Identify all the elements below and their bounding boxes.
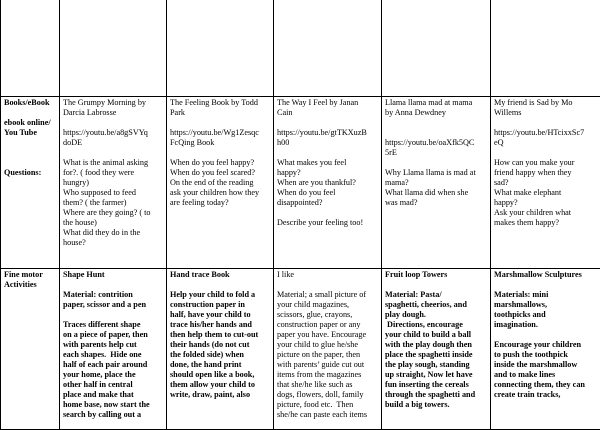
activity-cell [167, 269, 274, 430]
book-link[interactable]: https://youtu.be/a8gSVYq doDE [63, 128, 163, 148]
activity-cell [382, 269, 491, 430]
books-label: Books/eBook [4, 98, 56, 108]
activity-material: Materials: mini marshmallows, toothpicks and imagination. [494, 290, 597, 330]
fine-motor-label-cell [1, 269, 60, 430]
book-cell [382, 97, 491, 269]
activity-cell [60, 269, 167, 430]
book-questions: Why Llama llama is mad at mama? What llama did when she was mad? [385, 168, 487, 208]
book-link[interactable]: https://youtu.be/oaXfk5QC 5rE [385, 138, 487, 158]
header-cell [382, 0, 491, 97]
activity-title: Shape Hunt [63, 270, 163, 280]
header-cell [491, 0, 600, 97]
book-questions: What makes you feel happy? When are you thankful? When do you feel disappointed? Describe your feeling too! [277, 158, 378, 228]
header-cell [274, 0, 382, 97]
book-cell [274, 97, 382, 269]
book-cell [167, 97, 274, 269]
books-label-cell [1, 97, 60, 269]
header-cell [167, 0, 274, 97]
activity-body: Help your child to fold a construction paper in half, have your child to trace his/her hands and then help them to cut-out their hands (do not cut the folded side) when done, the hand print should open like a book, them allow your child to write, draw, paint, also [170, 290, 270, 400]
books-row [1, 97, 600, 269]
book-title: The Grumpy Morning by Darcia Labrosse [63, 98, 163, 118]
activity-body: Encourage your children to push the toothpick inside the marshmallow and to make lines connecting them, they can create train tracks, [494, 340, 597, 400]
activity-title: Fruit loop Towers [385, 270, 487, 280]
activity-body: Traces different shape on a piece of paper, then with parents help cut each shapes. Hide one half of each pair around your home, place the other half in central place and make that home base, now start the search by calling out a [63, 320, 163, 420]
book-link[interactable]: https://youtu.be/Wg1Zesqc FcQing Book [170, 128, 270, 148]
book-cell [491, 97, 600, 269]
fine-motor-label: Fine motor Activities [4, 270, 56, 290]
activity-body: Material; a small picture of your child magazines, scissors, glue, crayons, construction paper or any paper you have. Encourage your child to glue he/she picture on the paper, then with parents’ guide cut out items from the magazines that she/he like such as dogs, flowers, doll, family picture, food etc. Then she/he can paste each items [277, 290, 378, 420]
activity-material: Material: Pasta/ spaghetti, cheerios, and play dough. [385, 290, 487, 320]
activity-title: Marshmallow Sculptures [494, 270, 597, 280]
activity-title: Hand trace Book [170, 270, 270, 280]
book-title: The Way I Feel by Janan Cain [277, 98, 378, 118]
book-link[interactable]: https://youtu.be/HTcixxSc7 eQ [494, 128, 597, 148]
book-questions: How can you make your friend happy when they sad? What make elephant happy? Ask your children what makes them happy? [494, 158, 597, 228]
book-questions: What is the animal asking for?. ( food they were hungry) Who supposed to feed them? ( the farmer) Where are they going? ( to the house) What did they do in the house? [63, 158, 163, 248]
header-row [1, 0, 600, 97]
book-questions: When do you feel happy? When do you feel scared? On the end of the reading ask your children how they are feeling today? [170, 158, 270, 208]
book-title: Llama llama mad at mama by Anna Dewdney [385, 98, 487, 118]
book-title: My friend is Sad by Mo Willems [494, 98, 597, 118]
activity-cell [274, 269, 382, 430]
book-cell [60, 97, 167, 269]
activity-body: Directions, encourage your child to build a ball with the play dough then place the spaghetti inside the play sough, standing up straight, Now let have fun inserting the cereals through the spaghetti and build a big towers. [385, 320, 487, 410]
fine-motor-row [1, 269, 600, 430]
ebook-label: ebook online/ You Tube [4, 118, 56, 138]
header-cell [1, 0, 60, 97]
activity-material: Material: contrition paper, scissor and a pen [63, 290, 163, 310]
book-link[interactable]: https://youtu.be/gtTKXuzB h00 [277, 128, 378, 148]
questions-label: Questions: [4, 168, 56, 178]
header-cell [60, 0, 167, 97]
activity-cell [491, 269, 600, 430]
book-title: The Feeling Book by Todd Park [170, 98, 270, 118]
activity-title: I like [277, 270, 378, 280]
